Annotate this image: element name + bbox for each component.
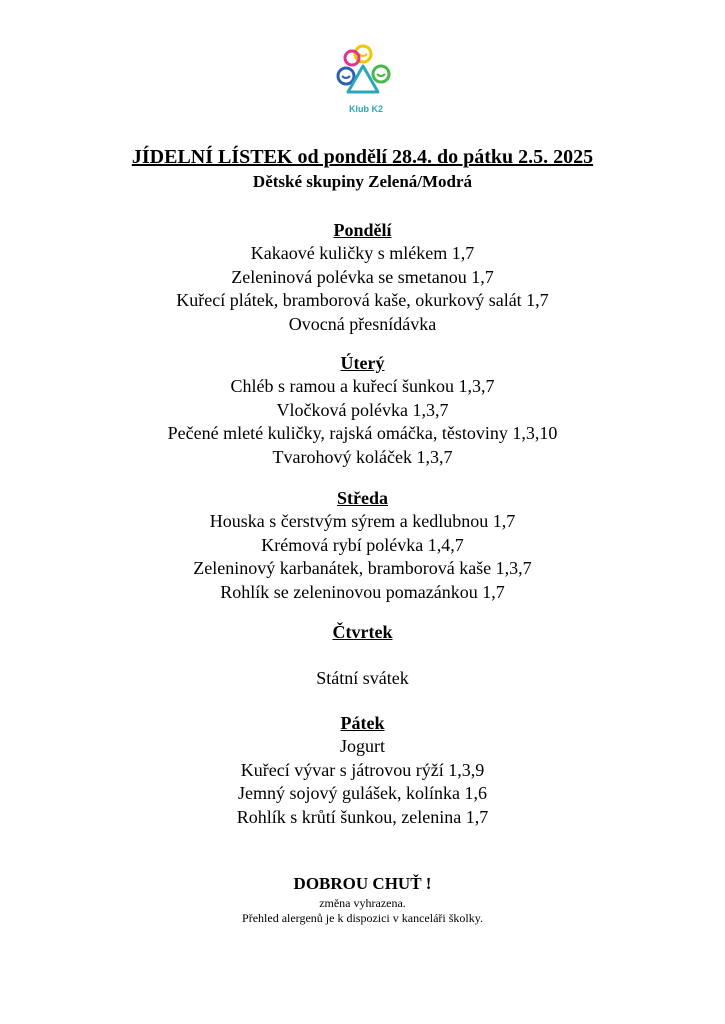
day-name: Pátek bbox=[340, 713, 385, 733]
meal-item: Houska s čerstvým sýrem a kedlubnou 1,7 bbox=[209, 511, 516, 531]
meal-item: Jemný sojový gulášek, kolínka 1,6 bbox=[238, 783, 487, 803]
page-subtitle: Dětské skupiny Zelená/Modrá bbox=[252, 172, 473, 191]
day-name: Čtvrtek bbox=[332, 622, 393, 642]
day-name: Pondělí bbox=[333, 220, 392, 240]
allergen-note: Přehled alergenů je k dispozici v kanceláři školky. bbox=[242, 911, 483, 925]
meal-item: Kakaové kuličky s mlékem 1,7 bbox=[250, 243, 475, 263]
meal-item: Krémová rybí polévka 1,4,7 bbox=[261, 534, 464, 555]
meal-item: Rohlík se zeleninovou pomazánkou 1,7 bbox=[220, 581, 505, 602]
meal-item: Ovocná přesnídávka bbox=[288, 313, 437, 334]
meal-item: Jogurt bbox=[340, 736, 385, 756]
meal-item: Chléb s ramou a kuřecí šunkou 1,3,7 bbox=[230, 376, 495, 396]
meal-item: Rohlík s krůtí šunkou, zelenina 1,7 bbox=[236, 806, 489, 827]
meal-item: Kuřecí plátek, bramborová kaše, okurkový salát 1,7 bbox=[176, 290, 549, 310]
meal-item: Pečené mleté kuličky, rajská omáčka, těstoviny 1,3,10 bbox=[167, 423, 558, 443]
day-friday bbox=[0, 711, 725, 829]
meal-item: Tvarohový koláček 1,3,7 bbox=[272, 446, 453, 467]
logo-text: Klub K2 bbox=[348, 104, 383, 114]
day-name: Středa bbox=[337, 488, 388, 508]
day-monday bbox=[0, 218, 725, 336]
closing-text: DOBROU CHUŤ ! bbox=[293, 874, 432, 893]
meal-item: Zeleninová polévka se smetanou 1,7 bbox=[231, 266, 494, 287]
holiday-note: Státní svátek bbox=[316, 668, 409, 688]
change-note: změna vyhrazena. bbox=[319, 896, 406, 910]
day-name: Úterý bbox=[340, 353, 385, 373]
meal-item: Zeleninový karbanátek, bramborová kaše 1,3,7 bbox=[193, 558, 532, 578]
day-thursday bbox=[0, 620, 725, 691]
meal-item: Vločková polévka 1,3,7 bbox=[276, 399, 449, 420]
meal-item: Kuřecí vývar s játrovou rýží 1,3,9 bbox=[240, 759, 485, 780]
page-title: JÍDELNÍ LÍSTEK od pondělí 28.4. do pátku 2.5. 2025 bbox=[131, 146, 594, 168]
day-wednesday bbox=[0, 486, 725, 604]
day-tuesday bbox=[0, 351, 725, 469]
footer bbox=[0, 872, 725, 926]
